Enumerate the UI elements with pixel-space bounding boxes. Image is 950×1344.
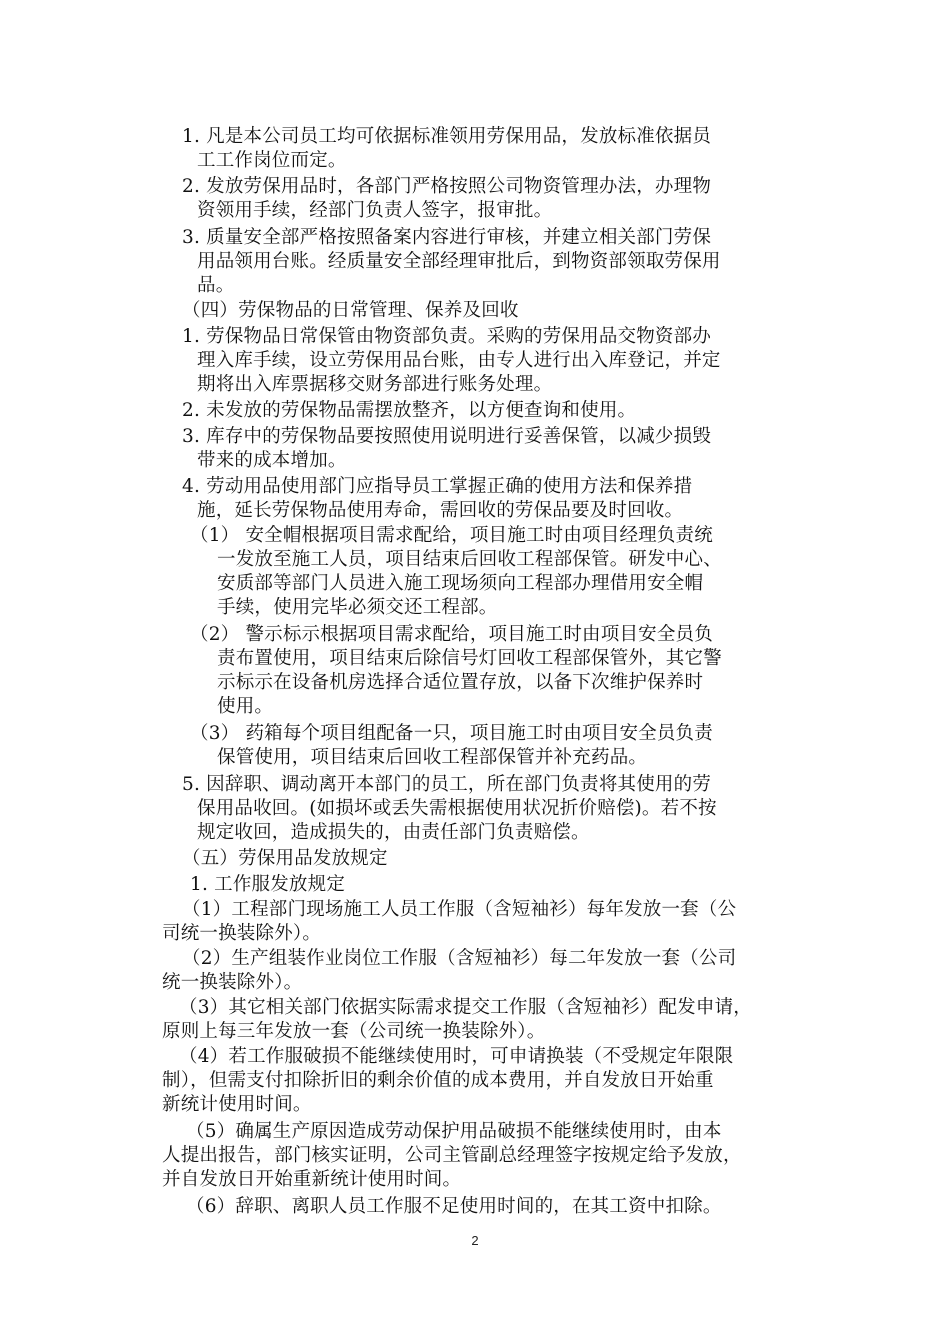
text-line: 新统计使用时间。 bbox=[162, 1094, 312, 1115]
text-line: 工工作岗位而定。 bbox=[197, 150, 347, 171]
text-line: 2. 发放劳保用品时，各部门严格按照公司物资管理办法，办理物 bbox=[182, 176, 712, 197]
text-line: 人提出报告，部门核实证明，公司主管副总经理签字按规定给予发放， bbox=[162, 1145, 742, 1166]
text-line: 2. 未发放的劳保物品需摆放整齐，以方便查询和使用。 bbox=[182, 400, 637, 421]
text-line: （3） 药箱每个项目组配备一只，项目施工时由项目安全员负责 bbox=[190, 723, 713, 744]
text-line: 使用。 bbox=[217, 696, 274, 717]
text-line: 用品领用台账。经质量安全部经理审批后，到物资部领取劳保用 bbox=[197, 251, 721, 272]
text-line: 并自发放日开始重新统计使用时间。 bbox=[162, 1169, 462, 1190]
text-line: 司统一换装除外）。 bbox=[162, 923, 322, 944]
text-line: 带来的成本增加。 bbox=[197, 450, 347, 471]
text-line: 一发放至施工人员，项目结束后回收工程部保管。研发中心、 bbox=[217, 549, 722, 570]
text-line: 保管使用，项目结束后回收工程部保管并补充药品。 bbox=[217, 747, 648, 768]
text-line: 4. 劳动用品使用部门应指导员工掌握正确的使用方法和保养措 bbox=[182, 476, 693, 497]
text-line: （2）生产组装作业岗位工作服（含短袖衫）每二年发放一套（公司 bbox=[182, 948, 737, 969]
text-line: 3. 质量安全部严格按照备案内容进行审核，并建立相关部门劳保 bbox=[182, 227, 712, 248]
text-line: 手续，使用完毕必须交还工程部。 bbox=[217, 597, 498, 618]
page-number: 2 bbox=[471, 1233, 479, 1248]
text-line: （1）工程部门现场施工人员工作服（含短袖衫）每年发放一套（公 bbox=[182, 899, 737, 920]
text-line: 示标示在设备机房选择合适位置存放，以备下次维护保养时 bbox=[217, 672, 704, 693]
text-line: 5. 因辞职、调动离开本部门的员工，所在部门负责将其使用的劳 bbox=[182, 774, 712, 795]
text-line: 统一换装除外）。 bbox=[162, 972, 303, 993]
text-line: 保用品收回。(如损坏或丢失需根据使用状况折价赔偿)。若不按 bbox=[197, 798, 717, 819]
text-line: （4）若工作服破损不能继续使用时，可申请换装（不受规定年限限 bbox=[179, 1046, 734, 1067]
text-line: 责布置使用，项目结束后除信号灯回收工程部保管外，其它警 bbox=[217, 648, 722, 669]
text-line: 理入库手续，设立劳保用品台账，由专人进行出入库登记，并定 bbox=[197, 350, 721, 371]
text-line: （3）其它相关部门依据实际需求提交工作服（含短袖衫）配发申请， bbox=[179, 997, 752, 1018]
text-line: 资领用手续，经部门负责人签字，报审批。 bbox=[197, 200, 553, 221]
section-heading: （四）劳保物品的日常管理、保养及回收 bbox=[182, 300, 519, 321]
text-line: 1. 劳保物品日常保管由物资部负责。采购的劳保用品交物资部办 bbox=[182, 326, 712, 347]
text-line: 制），但需支付扣除折旧的剩余价值的成本费用，并自发放日开始重 bbox=[162, 1070, 714, 1091]
text-line: 1. 工作服发放规定 bbox=[190, 874, 346, 895]
text-line: （2） 警示标示根据项目需求配给，项目施工时由项目安全员负 bbox=[190, 624, 713, 645]
text-line: 规定收回，造成损失的，由责任部门负责赔偿。 bbox=[197, 822, 590, 843]
text-line: （1） 安全帽根据项目需求配给，项目施工时由项目经理负责统 bbox=[190, 525, 713, 546]
text-line: 原则上每三年发放一套（公司统一换装除外）。 bbox=[162, 1021, 546, 1042]
text-line: 施，延长劳保物品使用寿命，需回收的劳保品要及时回收。 bbox=[197, 500, 684, 521]
text-line: 期将出入库票据移交财务部进行账务处理。 bbox=[197, 374, 553, 395]
text-line: （5）确属生产原因造成劳动保护用品破损不能继续使用时，由本 bbox=[186, 1121, 722, 1142]
text-line: 3. 库存中的劳保物品要按照使用说明进行妥善保管，以减少损毁 bbox=[182, 426, 712, 447]
text-line: （6）辞职、离职人员工作服不足使用时间的，在其工资中扣除。 bbox=[186, 1196, 722, 1217]
text-line: 1. 凡是本公司员工均可依据标准领用劳保用品，发放标准依据员 bbox=[182, 126, 712, 147]
text-line: 品。 bbox=[197, 275, 235, 296]
section-heading: （五）劳保用品发放规定 bbox=[182, 848, 388, 869]
text-line: 安质部等部门人员进入施工现场须向工程部办理借用安全帽 bbox=[217, 573, 704, 594]
